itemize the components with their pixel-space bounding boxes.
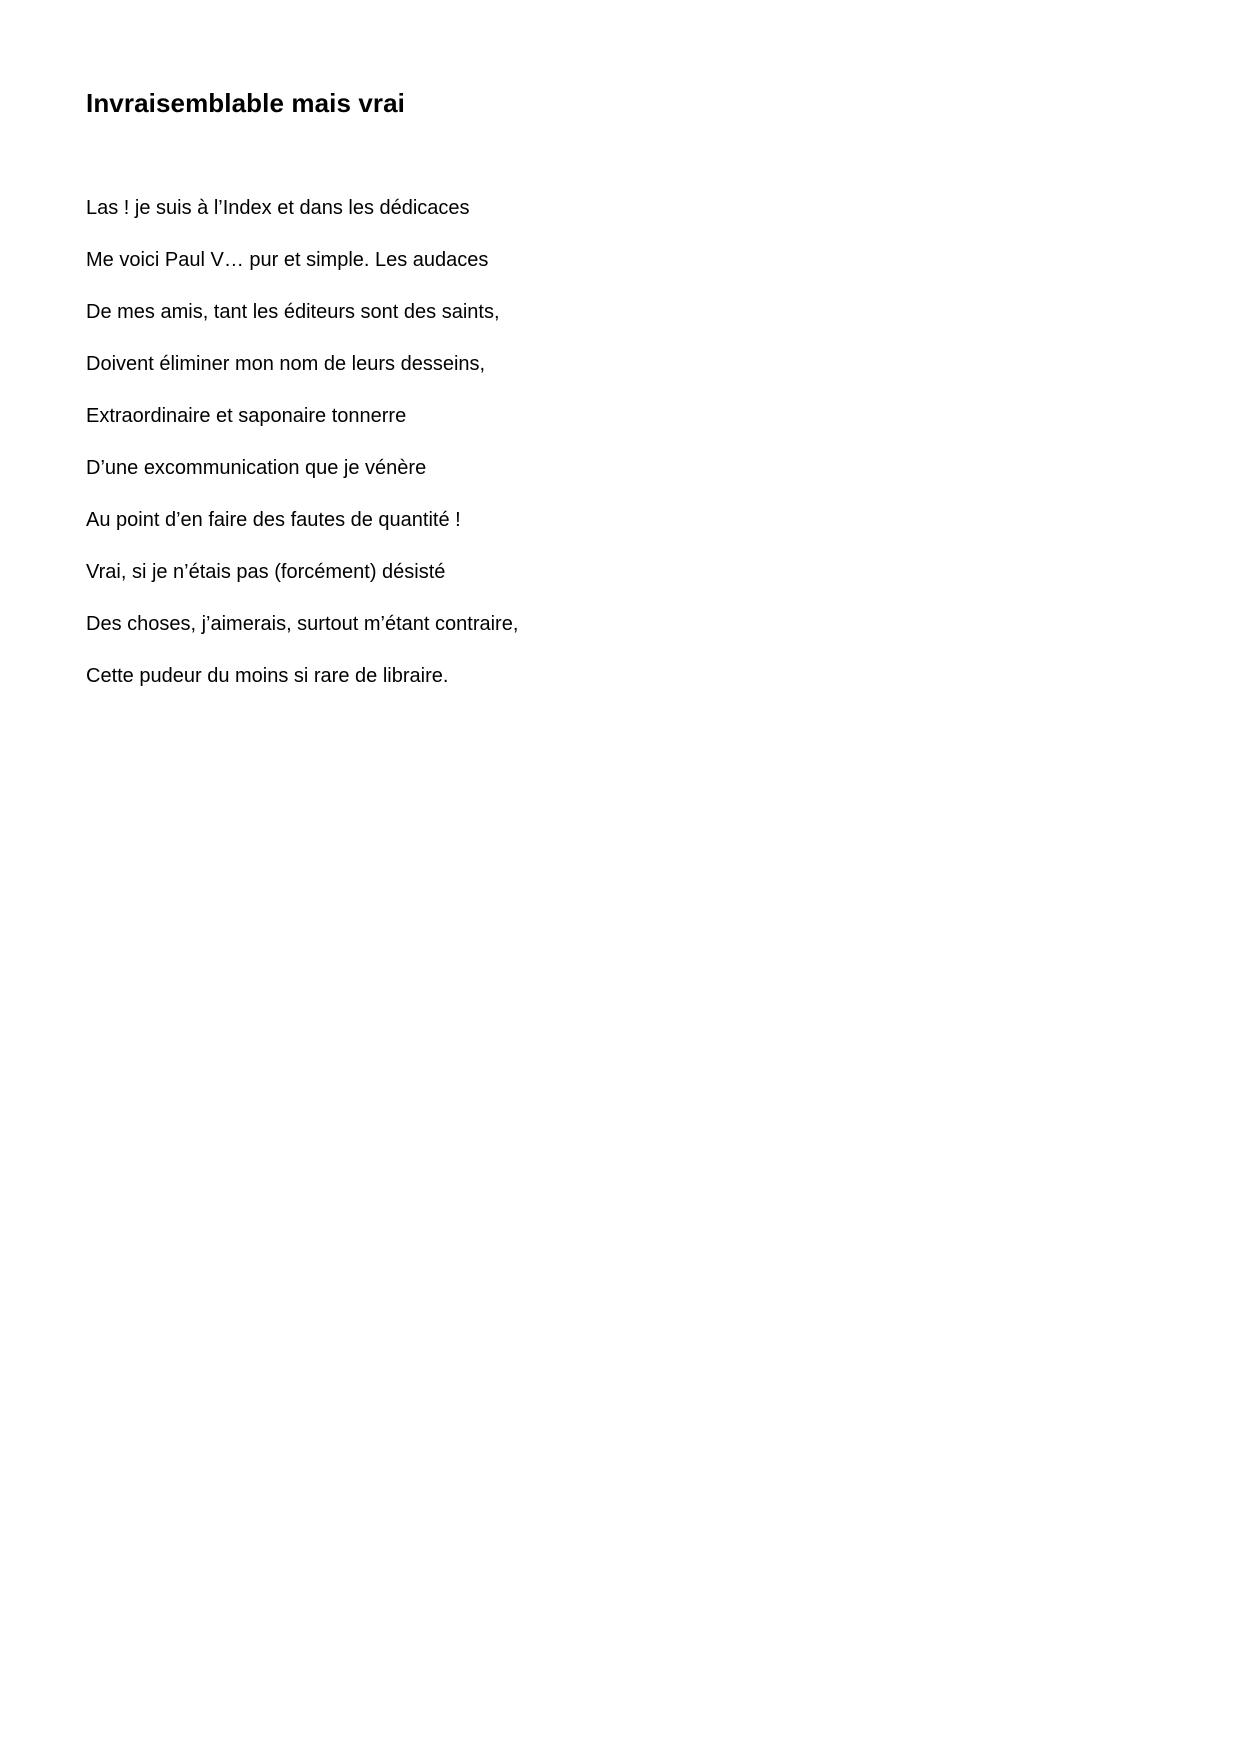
poem-line: Me voici Paul V… pur et simple. Les audaces (86, 249, 489, 271)
poem-title: Invraisemblable mais vrai (86, 88, 406, 118)
poem-line: Cette pudeur du moins si rare de libraire. (86, 665, 449, 687)
poem-body (86, 195, 518, 715)
poem-line: Las ! je suis à l’Index et dans les dédicaces (86, 197, 470, 219)
poem-line: D’une excommunication que je vénère (86, 457, 427, 479)
poem-line: Extraordinaire et saponaire tonnerre (86, 405, 407, 427)
poem-line: Vrai, si je n’étais pas (forcément) désisté (86, 561, 446, 583)
poem-line: Au point d’en faire des fautes de quantité ! (86, 509, 461, 531)
poem-line: Des choses, j’aimerais, surtout m’étant contraire, (86, 613, 519, 635)
poem-line: De mes amis, tant les éditeurs sont des saints, (86, 301, 500, 323)
poem-line: Doivent éliminer mon nom de leurs desseins, (86, 353, 486, 375)
